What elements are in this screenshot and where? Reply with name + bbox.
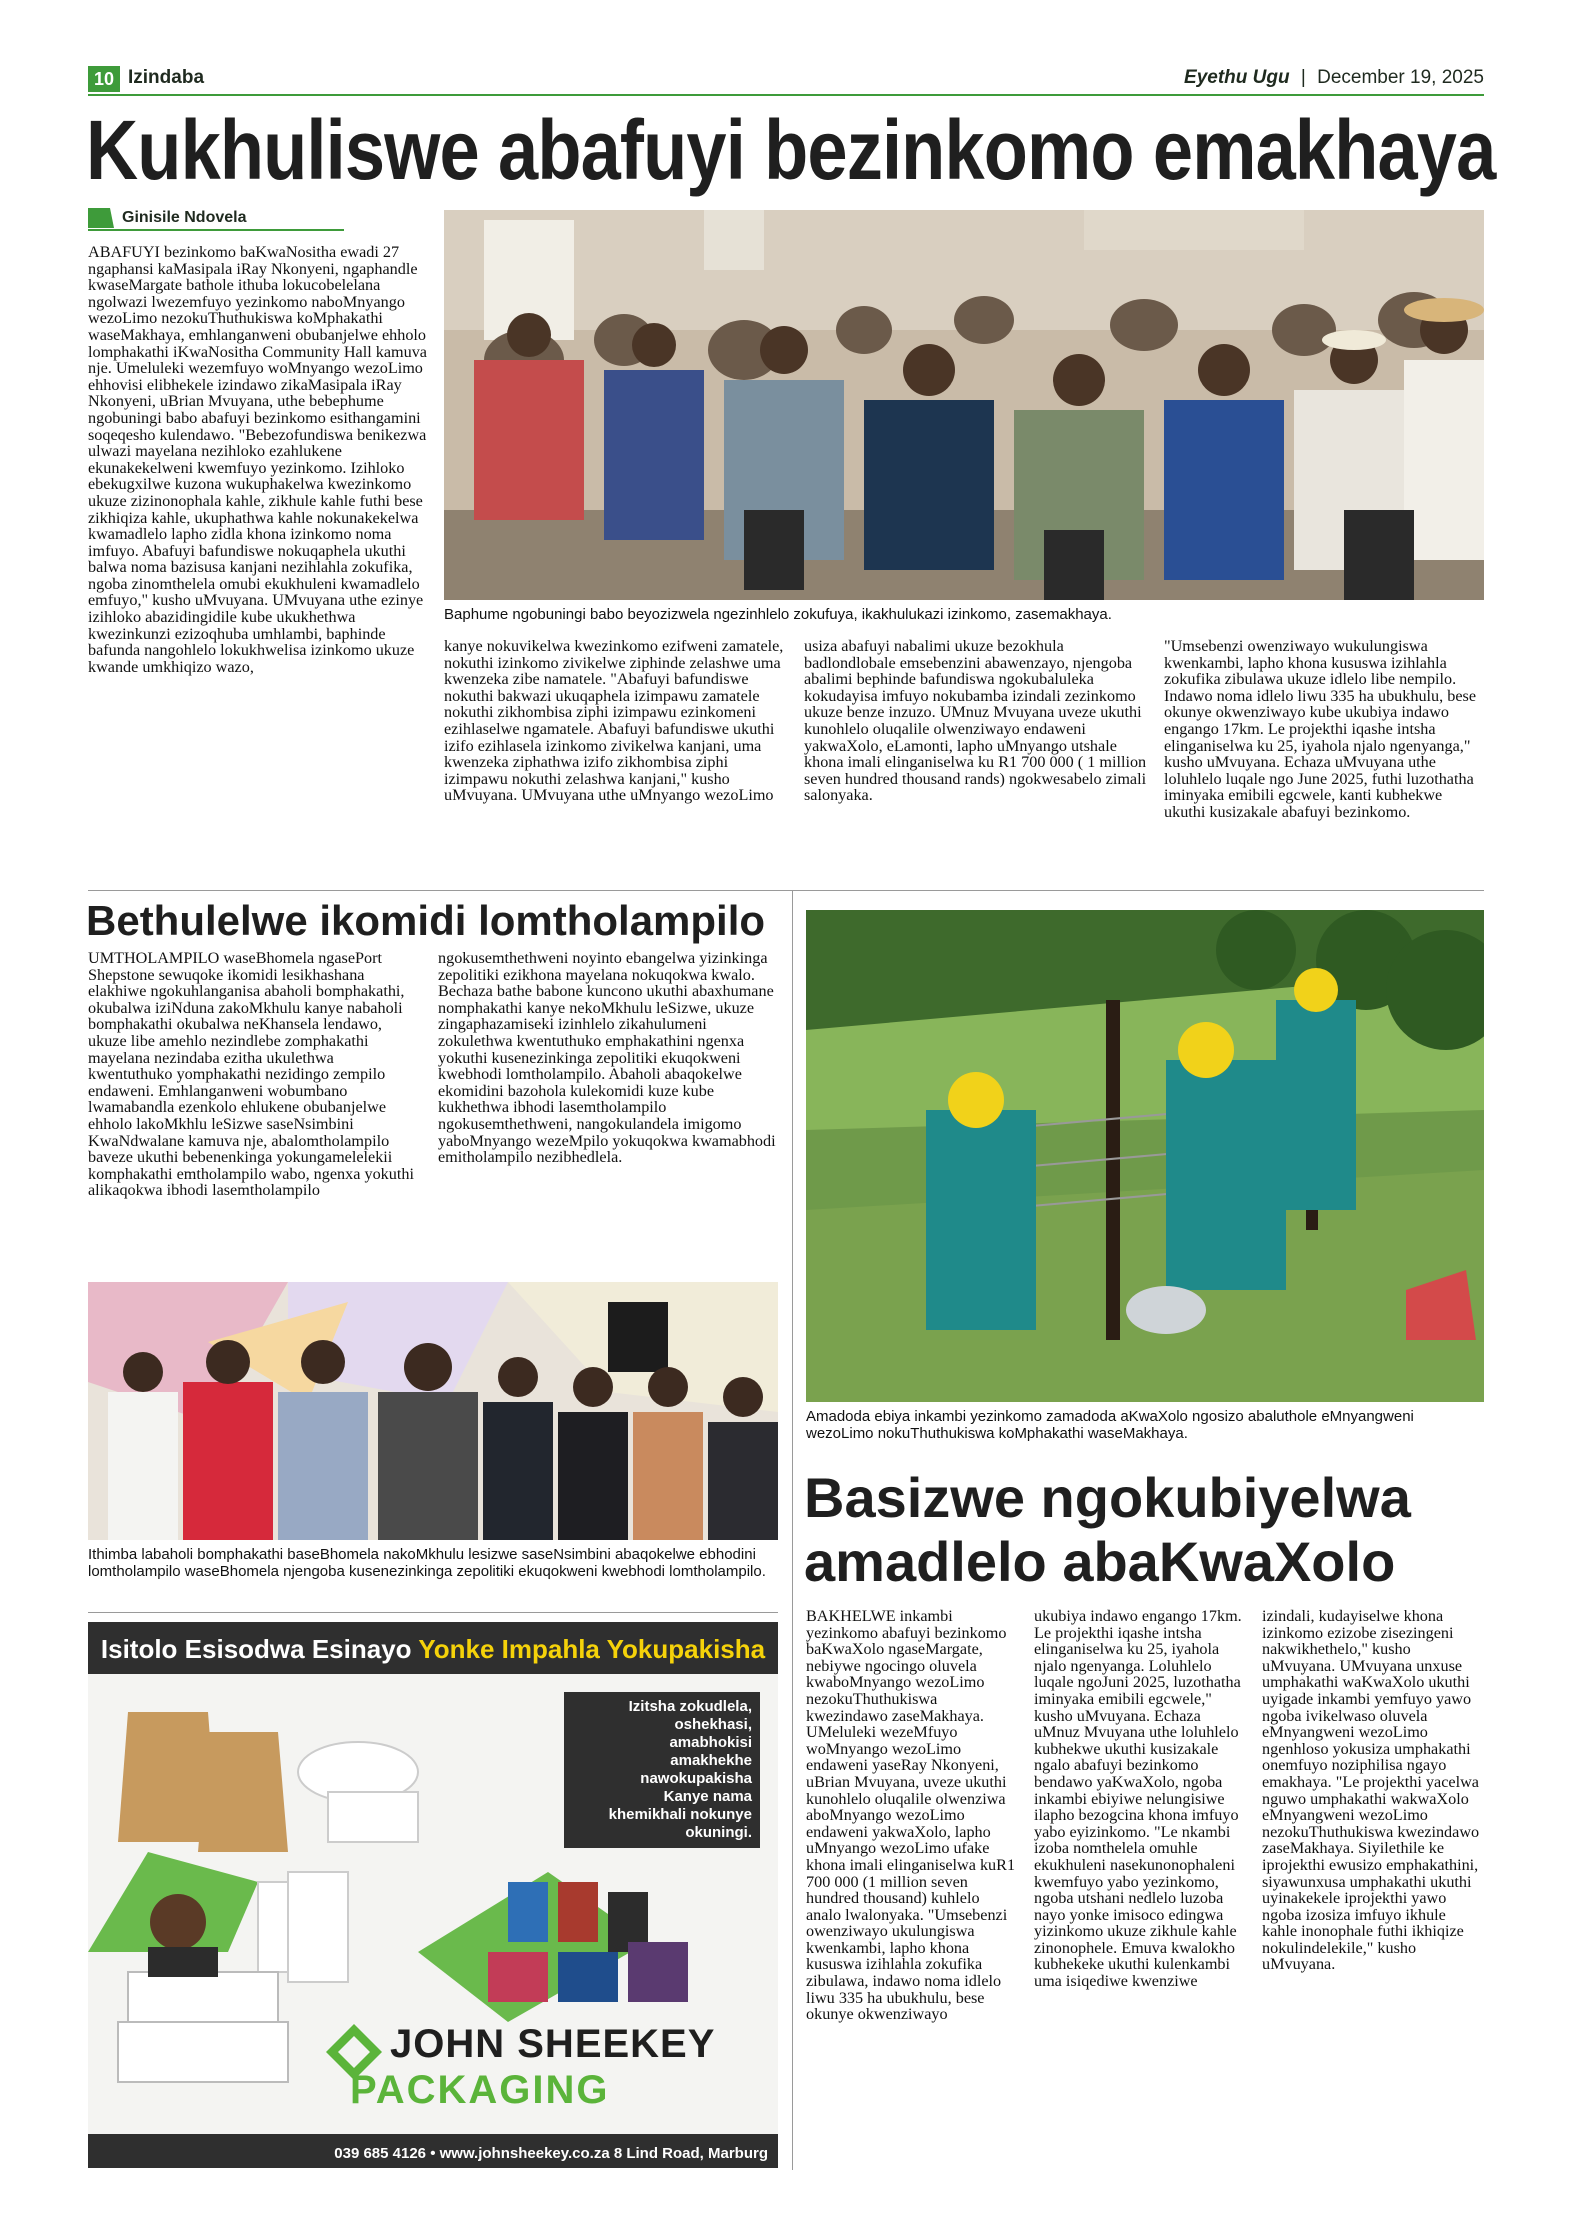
header-rule xyxy=(88,94,1484,96)
group-photo-illustration xyxy=(88,1282,778,1540)
story1-headline: Kukhuliswe abafuyi bezinkomo emakhaya xyxy=(86,103,1496,197)
advert-blurb-line: Izitsha zokudlela, xyxy=(628,1698,752,1715)
vertical-column-rule xyxy=(792,890,793,2170)
advert-john-sheekey[interactable] xyxy=(88,1622,778,2168)
advert-headline-white: Isitolo Esisodwa Esinayo xyxy=(100,1634,412,1664)
story1-column-4: "Umsebenzi owenziwayo wukulungiswa kwenkambi, lapho khona kususwa izihlahla zokufika zibulawa ukuze idlelo libe nempilo. Indawo noma idlelo liwu 335 ha ubukhulu, bese okunye okwenziwayo kube ukubiya indawo engango 17km. Le projekthi iqashe intsha elinganiselwa ku 25, iyahola njalo ngenyanga," kusho uMvuyana. Echaza uMvuyana uthe loluhlelo luqale ngo June 2025, futhi luzothatha iminyaka emibili egcwele, kanti kubhekwe ukuthi kusizakale abafuyi bezinkomo. xyxy=(1164,638,1477,821)
publication-name: Eyethu Ugu xyxy=(1184,67,1290,88)
advert-blurb-line: nawokupakisha xyxy=(640,1770,752,1787)
story1-bottom-rule xyxy=(88,890,1484,891)
advert-blurb-line: amabhokisi xyxy=(669,1734,752,1751)
story1-photo-caption: Baphume ngobuningi babo beyozizwela ngezinhlelo zokufuya, ikakhulukazi izinkomo, zasemakhaya. xyxy=(444,606,1112,623)
story1-column-1: ABAFUYI bezinkomo baKwaNositha ewadi 27 ngaphansi kaMasipala iRay Nkonyeni, ngaphandle kwaseMargate bathole ithuba lokucobelelana ngolwazi lwezemfuyo yezinkomo naboMnyango wezoLimo nezokuThuthukiswa koMphakathi waseMakhaya, emhlanganweni obubanjelwe ehholo lomphakathi iKwaNositha Community Hall kamuva nje. Umeluleki wezemfuyo woMnyango wezoLimo ehhovisi elibhekele izindawo zikaMasipala iRay Nkonyeni, uBrian Mvuyana, uthe bebephume ngobuningi babo abafuyi bezinkomo esithangamini soqeqesho kulendawo. "Bebezofundiswa benikezwa ulwazi mayelana nezihloko ezahlukene ekunakekelweni kwemfuyo yezinkomo. Izihloko ebekugxilwe kuzona wukuphakelwa kwezinkomo ukuze zizinonophala kahle, zikhule kahle futhi bese zikhiqiza kahle, ukuphathwa kahle nokunakekelwa kwamadlelo lapho zidla khona izinkomo noma imfuyo. Abafuyi bafundiswe nokuqaphela ukuthi balwa noma bazisusa kanjani nezihlahla zokufika, ngoba zinomthelela omubi ekukhuleni kwamadlelo emfuyo," kusho uMvuyana. UMvuyana uthe ezinye izihloko abazidingidile kube ukukhethwa kwezinkunzi ezizoqhuba umhlambi, baphinde bafunda nangohlelo lokukhwelisa izinkomo ukuze kwande umkhiqizo wazo, xyxy=(88,244,427,676)
story2-bottom-rule xyxy=(88,1612,778,1613)
byline-name: Ginisile Ndovela xyxy=(122,209,247,226)
story3-column-2: ukubiya indawo engango 17km. Le projekthi iqashe intsha elinganiselwa ku 25, iyahola njalo ngenyanga. Loluhlelo luqale ngoJuni 2025, luzothatha iminyaka emibili egcwele," kusho uMvuyana. Echaza uMnuz Mvuyana uthe loluhlelo kubhekwe ukuthi kusizakale ngalo abafuyi bezinkomo bendawo yaKwaXolo, ngoba inkambi ebiyiwe nelungisiwe ilapho bezogcina khona imfuyo yabo eyizinkomo. "Le nkambi izoba nomthelela omuhle ekukhuleni nasekunonophaleni kwemfuyo yabo yezinkomo, ngoba utshani nedlelo luzoba nayo yonke imisoco edingwa yizinkomo ukuze zikhule kahle zinonophele. Emuva kwalokho kubhekeke ukuthi kulenkambi uma isiqediwe kwenziwe xyxy=(1034,1608,1242,1991)
advert-contact-footer[interactable]: 039 685 4126 • www.johnsheekey.co.za 8 Lind Road, Marburg xyxy=(334,2145,768,2162)
advert-blurb-line: amakhekhe xyxy=(670,1752,752,1769)
header-separator: | xyxy=(1300,67,1306,88)
publication-date-line xyxy=(1184,67,1484,89)
story2-column-2: ngokusemthethweni noyinto ebangelwa yizinkinga zepolitiki ezikhona mayelana nokuqokwa kwalo. Bechaza bathe babone kuncono ukuthi abaxhumane nomphakathi kanye nekoMkhulu leSizwe, ukuze zingaphazamiseki izinhlelo zikahulumeni zokulethwa kwentuthuko emphakathini ngenxa yokuthi kusenezinkinga zepolitiki ekuqokweni kwebhodi lomtholampilo. Abaholi abaqokelwe ekomidini bazohola kulekomidi kuze kube kukhethwa ibhodi lasemtholampilo ngokusemthethweni, nangokulandela imigomo yaboMnyango wezeMpilo yokuqokwa kwamabhodi emitholampilo nezibhedlela. xyxy=(438,950,776,1167)
story2-column-1: UMTHOLAMPILO waseBhomela ngasePort Shepstone sewuqoke ikomidi lesikhashana elakhiwe ngokuhlanganisa abaholi bomphakathi, okubalwa iziNduna zakoMkhulu kanye nabaholi bomphakathi okubalwa neKhansela lendawo, ukuze libe amehlo nezindlebe zomphakathi mayelana nezindaba ezitha ukulethwa kwentuthuko yomphakathi nezidingo zempilo endaweni. Emhlanganweni wobumbano lwamabandla ezenkolo ehlukene obubanjelwe ehholo lakoMkhlu leSizwe saseNsimbini KwaNdwalane kamuva nje, abalomtholampilo baveze ukuthi bebenenkinga yokungamelelekii komphakathi emtholampilo wabo, ngenxa yokuthi alikaqokwa ibhodi lasemtholampilo xyxy=(88,950,414,1200)
story1-photo-meeting xyxy=(444,210,1484,600)
byline-bar xyxy=(88,208,344,232)
advert-blurb-line: oshekhasi, xyxy=(674,1716,752,1733)
advert-blurb-line: khemikhali nokunye xyxy=(608,1806,752,1823)
story3-column-3: izindali, kudayiselwe khona izinkomo ezizobe zisezingeni nakwikhethelo," kusho uMvuyana. UMvuyana unxuse umphakathi waKwaXolo ukuthi uyigade inkambi yemfuyo yawo ngoba ivikelwaso oluvela eMnyangweni wezoLimo ngenhloso yokusiza umphakathi onemfuyo noziphilisa ngayo emakhaya. "Le projekthi yacelwa nguwo umphakathi wakwaXolo eMnyangweni wezoLimo nezokuThuthukiswa kwezindawo zaseMakhaya. Siyilethile ke iprojekthi ewusizo emphakathini, siyawunxusa umphakathi ukuthi uyinakekele iprojekthi yawo ngoba izosiza imfuyo ikhule kahle inonophale futhi ikhiqize nokulindelekile," kusho uMvuyana. xyxy=(1262,1608,1480,1974)
story3-photo-fencing xyxy=(806,910,1484,1402)
issue-date: December 19, 2025 xyxy=(1317,67,1484,88)
story3-photo-caption: Amadoda ebiya inkambi yezinkomo zamadoda aKwaXolo ngosizo abaluthole eMnyangweni wezoLimo nokuThuthukiswa koMphakathi waseMakhaya. xyxy=(806,1408,1414,1442)
advert-blurb-line: okuningi. xyxy=(685,1824,752,1841)
advert-headline-yellow: Yonke Impahla Yokupakisha xyxy=(418,1634,766,1664)
story3-column-1: BAKHELWE inkambi yezinkomo abafuyi bezinkomo baKwaXolo ngaseMargate, nebiywe ngocingo oluvela kwaboMnyango wezoLimo nezokuThuthukiswa kwezindawo zaseMakhaya. UMeluleki wezeMfuyo woMnyango wezoLimo endaweni yaseRay Nkonyeni, uBrian Mvuyana, uveze ukuthi kunohlelo oluqalile olwenziwa aboMnyango wezoLimo endaweni yakwaXolo, lapho uMnyango wezoLimo ufake khona imali elinganiselwa kuR1 700 000 (1 million seven hundred thousand) kuhlelo analo lwalonyaka. "Umsebenzi owenziwayo ukulungiswa kwenkambi, lapho khona kususwa izihlahla zokufika zibulawa, indawo noma idlelo liwu 335 ha ubukhulu, bese okunye okwenziwayo xyxy=(806,1608,1016,2024)
story1-column-3: usiza abafuyi nabalimi ukuze bezokhula badlondlobale emsebenzini abawenzayo, njengoba abalimi bephinde bafundiswa ngokubaluleka kokudayisa imfuyo nokubamba izindali zezinkomo ukuze benze inzuzo. UMnuz Mvuyana uveze ukuthi kunohlelo oluqalile olwenziwayo endaweni yakwaXolo, eLamonti, lapho uMnyango utshale khona imali elinganiselwa ku R1 700 000 ( 1 million seven hundred thousand rands) ngokwesabelo zimali salonyaka. xyxy=(804,638,1147,805)
advert-blurb xyxy=(564,1692,760,1848)
page-number: 10 xyxy=(88,66,120,92)
meeting-photo-illustration xyxy=(444,210,1484,600)
fencing-photo-illustration xyxy=(806,910,1484,1402)
story2-photo-group xyxy=(88,1282,778,1540)
advert-brand-subname: PACKAGING xyxy=(350,2068,610,2112)
story3-headline: Basizwe ngokubiyelwa amadlelo abaKwaXolo xyxy=(804,1466,1411,1593)
story1-column-2: kanye nokuvikelwa kwezinkomo ezifweni zamatele, nokuthi izinkomo zivikelwe ziphinde zelashwe uma kwenzeka zibe namatele. "Abafuyi bafundiswe nokuthi bakwazi ukuqaphela izimpawu zamatele nokuthi zikhombisa ziphi izimpawu ezinkomeni ezihlaselwe ngamatele. Abafuyi bafundiswe ukuthi izifo ezihlasela izinkomo zivikelwa kanjani, uma kwenzeka ziphathwa izifo zikhombisa ziphi izimpawu nokuthi zelashwa kanjani," kusho uMvuyana. UMvuyana uthe uMnyango wezoLimo xyxy=(444,638,784,805)
advert-blurb-line: Kanye nama xyxy=(663,1788,752,1805)
section-label: Izindaba xyxy=(128,67,205,88)
story2-headline: Bethulelwe ikomidi lomtholampilo xyxy=(86,897,766,944)
story2-photo-caption: Ithimba labaholi bomphakathi baseBhomela nakoMkhulu lesizwe saseNsimbini abaqokelwe ebhodini lomtholampilo waseBhomela njengoba kusenezinkinga zepolitiki ekuqokweni kwebhodi lomtholampilo. xyxy=(88,1546,766,1580)
advert-brand-name: JOHN SHEEKEY xyxy=(390,2022,716,2066)
